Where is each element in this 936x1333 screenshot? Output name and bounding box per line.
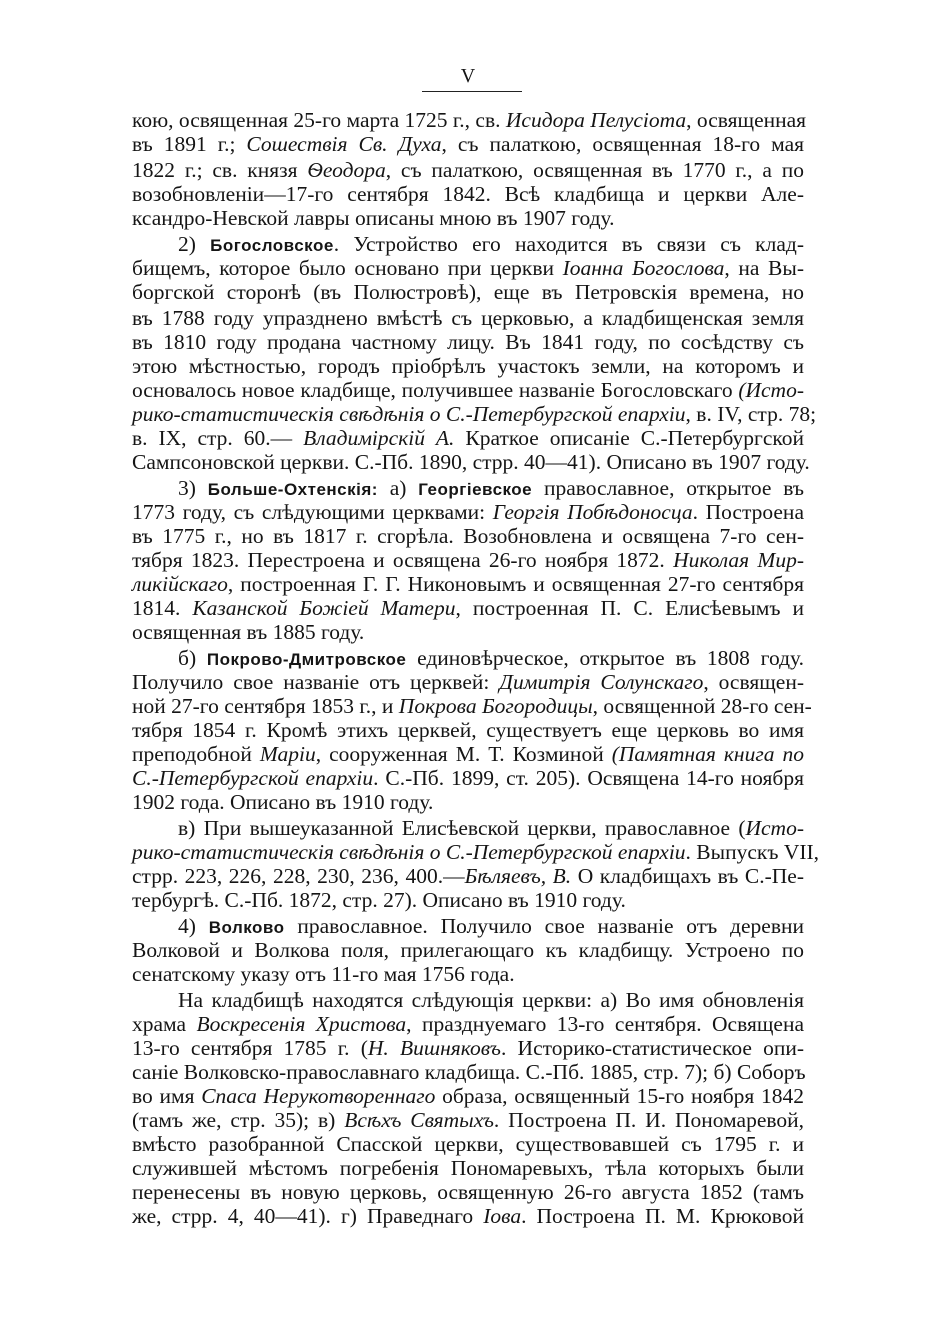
text-run: во имя [132, 1084, 202, 1108]
text-run: Краткое описаніе С.-Петербургской [454, 426, 804, 450]
text-line [132, 523, 804, 549]
text-line [132, 937, 804, 963]
text-run: , освященная [686, 108, 807, 132]
text-line [132, 619, 804, 645]
text-line [132, 305, 804, 331]
text-run: основалось новое кладбище, получившее названіе Богословскаго [132, 378, 739, 402]
text-run: тября 1823. Перестроена и освящена 26-го ноября 1872. [132, 548, 674, 572]
text-line [132, 449, 810, 475]
text-line [132, 595, 804, 621]
text-run: , съ палаткою, освященная 18-го мая [441, 132, 805, 156]
text-line [132, 425, 804, 451]
text-run: , освящен- [703, 670, 805, 694]
text-line [132, 693, 812, 719]
text-run: ной 27-го сентября 1853 г., и [132, 694, 399, 718]
text-line [132, 669, 804, 695]
text-line [132, 1011, 804, 1037]
text-line [178, 913, 804, 939]
text-run: сенатскому указу отъ 11-го мая 1756 года. [132, 962, 515, 986]
text-line [178, 231, 804, 257]
text-run: въ 1788 году упразднено вмѣстѣ съ церковью, а кладбищенская земля [132, 306, 804, 330]
text-run: О кладбищахъ въ С.-Пе- [571, 864, 804, 888]
section-heading: Богословское [210, 236, 334, 255]
text-line [132, 353, 804, 379]
italic-text: Казанской Божіей Матери [192, 596, 456, 620]
text-run: бищемъ, которое было основано при церкви [132, 256, 563, 280]
text-line [178, 987, 804, 1013]
text-line [132, 1107, 804, 1133]
text-run: въ 1891 г.; [132, 132, 247, 156]
text-run: . Устройство его находится въ связи съ клад- [333, 232, 804, 256]
text-line [132, 255, 804, 281]
text-run: , построенная П. С. Елисѣевымъ и [455, 596, 805, 620]
text-line [132, 547, 804, 573]
text-run: саніе Волковско-православнаго кладбища. С.-Пб. 1885, стр. 7); б) Соборъ [132, 1060, 806, 1084]
italic-text: Исидора Пелусіота [505, 108, 687, 132]
text-run: (тамъ же, стр. 35); в) [132, 1108, 345, 1132]
text-run: вмѣсто разобранной Спасской церкви, существовавшей съ 1795 г. и [132, 1132, 804, 1156]
text-line [132, 205, 804, 231]
text-line [132, 1155, 804, 1181]
text-run: кою, освященная 25-го марта 1725 г., св. [132, 108, 506, 132]
section-heading: Георгіевское [418, 480, 533, 499]
section-heading: Больше-Охтенскія: [207, 480, 378, 499]
italic-text: (Памятная книга по [611, 742, 805, 766]
text-line [132, 1179, 804, 1205]
italic-text: Спаса Нерукотвореннаго [201, 1084, 436, 1108]
text-run: возобновленіи—17-го сентября 1842. Всѣ кладбища и церкви Але- [132, 182, 804, 206]
text-run: храма [132, 1012, 197, 1036]
italic-text: Ѳеодора [307, 158, 386, 182]
italic-text: Н. Вишняковъ [367, 1036, 501, 1060]
text-line [132, 1059, 804, 1085]
section-heading: Покрово-Дмитровское [206, 650, 407, 669]
text-run: . Построена П. М. Крюковой [521, 1204, 805, 1228]
text-run: 2) [178, 232, 211, 256]
text-run: а) [377, 476, 419, 500]
text-line [132, 329, 804, 355]
italic-text: Георгія Побѣдоносца [492, 500, 693, 524]
text-run: 1822 г.; св. князя [132, 158, 308, 182]
text-run: Волковой и Волкова поля, прилегающаго къ кладбищу. Устроено по [132, 938, 804, 962]
italic-text: С.-Петербургской епархіи [132, 766, 374, 790]
text-line [132, 961, 804, 987]
italic-text: Маріи [259, 742, 316, 766]
italic-text: Іоанна Богослова [562, 256, 725, 280]
text-run: б) [178, 646, 207, 670]
text-line [132, 717, 804, 743]
text-run: тербургѣ. С.-Пб. 1872, стр. 27). Описано въ 1910 году. [132, 888, 626, 912]
text-line [132, 107, 807, 133]
text-line [132, 499, 804, 525]
italic-text: рико-статистическія свѣдѣнія о С.-Петербургской епархіи [132, 840, 686, 864]
italic-text: Владимірскій А. [303, 426, 455, 450]
text-run: перенесены въ новую церковь, освященную 26-го августа 1852 (тамъ [132, 1180, 804, 1204]
italic-text: Бѣляевъ, В. [464, 864, 572, 888]
italic-text: Всѣхъ Святыхъ [344, 1108, 494, 1132]
text-line [132, 863, 804, 889]
text-line [132, 279, 804, 305]
text-run: же, стрр. 4, 40—41). г) Праведнаго [132, 1204, 484, 1228]
text-run: боргской сторонѣ (въ Полюстровѣ), еще въ Петровскія времена, но [132, 280, 804, 304]
italic-text: Исто- [745, 816, 804, 840]
italic-text: Димитрія Солунскаго [499, 670, 704, 694]
text-run: , на Вы- [724, 256, 804, 280]
text-line [132, 157, 804, 183]
italic-text: рико-статистическія свѣдѣнія о С.-Петербургской епархіи [132, 402, 686, 426]
text-run: въ 1810 году продана частному лицу. Въ 1841 году, по сосѣдству съ [132, 330, 804, 354]
text-line [132, 839, 820, 865]
text-run: 13-го сентября 1785 г. ( [132, 1036, 368, 1060]
text-line [178, 645, 804, 671]
text-run: в. IX, стр. 60.— [132, 426, 304, 450]
text-run: служившей мѣстомъ погребенія Пономаревыхъ, тѣла которыхъ были [132, 1156, 804, 1180]
italic-text: Сошествія Св. Духа [246, 132, 442, 156]
text-run: тября 1854 г. Кромѣ этихъ церквей, существуетъ еще церковь во имя [132, 718, 804, 742]
text-run: православное. Получило свое названіе отъ деревни [284, 914, 804, 938]
italic-text: Іова [483, 1204, 522, 1228]
text-run: . Выпускъ VII, [685, 840, 820, 864]
text-run: 4) [178, 914, 209, 938]
text-line [132, 765, 804, 791]
text-run: . Историко-статистическое опи- [500, 1036, 805, 1060]
text-run: в) При вышеуказанной Елисѣевской церкви, православное ( [178, 816, 746, 840]
text-run: преподобной [132, 742, 260, 766]
text-line [132, 789, 804, 815]
text-run: 1902 года. Описано въ 1910 году. [132, 790, 434, 814]
text-run: единовѣрческое, открытое въ 1808 году. [406, 646, 804, 670]
text-line [178, 475, 804, 501]
italic-text: Покрова Богородицы [398, 694, 593, 718]
text-run: этою мѣстностью, городъ пріобрѣлъ участокъ земли, на которомъ и [132, 354, 804, 378]
italic-text: Воскресенія Христова [196, 1012, 407, 1036]
text-run: Получило свое названіе отъ церквей: [132, 670, 500, 694]
text-line [132, 741, 804, 767]
italic-text: Николая Мир- [673, 548, 804, 572]
text-run: , сооруженная М. Т. Козминой [315, 742, 612, 766]
text-run: , в. IV, стр. 78; [685, 402, 817, 426]
text-line [132, 571, 804, 597]
text-run: 1814. [132, 596, 193, 620]
text-line [132, 377, 804, 403]
text-line [132, 181, 804, 207]
section-heading: Волково [208, 918, 285, 937]
text-run: Сампсоновской церкви. С.-Пб. 1890, стрр. 40—41). Описано въ 1907 году. [132, 450, 810, 474]
text-line [132, 401, 817, 427]
text-run: въ 1775 г., но въ 1817 г. сгорѣла. Возобновлена и освящена 7-го сен- [132, 524, 804, 548]
text-run: . Построена [692, 500, 804, 524]
text-run: На кладбищѣ находятся слѣдующія церкви: а) Во имя обновленія [178, 988, 804, 1012]
text-run: , съ палаткою, освященная въ 1770 г., а по [385, 158, 804, 182]
text-run: 3) [178, 476, 208, 500]
header-rule [422, 91, 522, 92]
text-run: ксандро-Невской лавры описаны мною въ 1907 году. [132, 206, 615, 230]
text-line [132, 131, 804, 157]
text-run: 1773 году, съ слѣдующими церквами: [132, 500, 493, 524]
text-run: православное, открытое въ [532, 476, 804, 500]
text-run: . С.-Пб. 1899, ст. 205). Освящена 14-го ноября [373, 766, 804, 790]
text-run: , освященной 28-го сен- [592, 694, 812, 718]
text-line [132, 887, 804, 913]
italic-text: ликійскаго [132, 572, 228, 596]
italic-text: (Исто- [738, 378, 804, 402]
page-number: V [460, 65, 476, 87]
text-line [132, 1131, 804, 1157]
text-run: освященная въ 1885 году. [132, 620, 365, 644]
text-run: образа, освященный 15-го ноября 1842 [435, 1084, 805, 1108]
text-line [132, 1203, 804, 1229]
text-run: стрр. 223, 226, 228, 230, 236, 400.— [132, 864, 465, 888]
text-line [132, 1035, 804, 1061]
text-line [132, 1083, 804, 1109]
text-line [178, 815, 804, 841]
text-run: , празднуемаго 13-го сентября. Освящена [406, 1012, 804, 1036]
text-run: , построенная Г. Г. Никоновымъ и освященная 27-го сентября [227, 572, 804, 596]
text-run: . Построена П. И. Пономаревой, [493, 1108, 804, 1132]
